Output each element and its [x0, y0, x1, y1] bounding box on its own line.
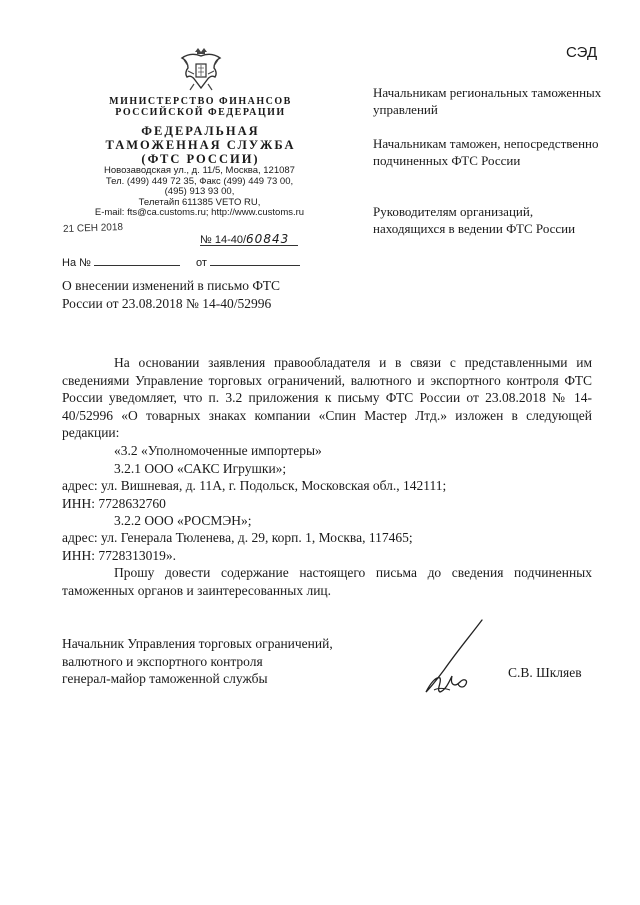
russian-coat-of-arms-emblem-icon: [176, 44, 226, 94]
registration-date-stamp: 21 СЕН 2018: [62, 221, 124, 236]
addressee-organizations: Руководителям организаций, находящихся в ведении ФТС России: [373, 204, 576, 236]
signatory-position: Начальник Управления торговых ограничений, валютного и экспортного контроля генерал-майор таможенной службы: [62, 636, 333, 686]
agency-name: ФЕДЕРАЛЬНАЯ ТАМОЖЕННАЯ СЛУЖБА (ФТС РОССИИ): [105, 124, 296, 166]
item-3-2: «3.2 «Уполномоченные импортеры»: [114, 443, 322, 458]
body-intro: На основании заявления правообладателя и в связи с представленными им сведениями Управление торговых ограничений, валютного и экспортного контроля ФТС России уведомляет, что п. 3.2 приложения к письму ФТС России от 23.08.2018 № 14-40/52996 «О товарных знаках компании «Спин Мастер Лтд.» изложен в следующей редакции:: [62, 355, 592, 440]
item-3-2-2: 3.2.2 ООО «РОСМЭН»;: [114, 513, 252, 528]
agency-contacts: Новозаводская ул., д. 11/5, Москва, 121087 Тел. (499) 449 72 35, Факс (499) 449 73 00, (495) 913 93 00, Телетайп 611385 VETO RU, E-mail: fts@ca.customs.ru; http://www.customs.ru: [94, 165, 305, 218]
registration-number: [200, 232, 289, 246]
reference-number-blank: [94, 255, 180, 266]
reference-number-field: На №: [62, 255, 180, 269]
registration-underline: [200, 245, 298, 246]
body-closing: Прошу довести содержание настоящего письма до сведения подчиненных таможенных органов и заинтересованных лиц.: [62, 565, 592, 598]
registration-prefix: № 14-40/: [200, 234, 247, 246]
letter-subject: О внесении изменений в письмо ФТС России от 23.08.2018 № 14-40/52996: [62, 278, 281, 311]
importer-2-address: адрес: ул. Генерала Тюленева, д. 29, корп. 1, Москва, 117465;: [62, 530, 413, 545]
registration-handwritten-number: 60843: [246, 232, 290, 246]
handwritten-signature: [420, 618, 490, 698]
signatory-name: С.В. Шкляев: [508, 665, 582, 680]
importer-2-inn: ИНН: 7728313019».: [62, 548, 176, 563]
item-3-2-1: 3.2.1 ООО «САКС Игрушки»;: [114, 461, 287, 476]
importer-1-inn: ИНН: 7728632760: [62, 496, 166, 511]
addressee-regional-offices: Начальникам региональных таможенных управлений: [373, 85, 602, 117]
addressee-customs-heads: Начальникам таможен, непосредственно подчиненных ФТС России: [373, 136, 599, 168]
importer-1-address: адрес: ул. Вишневая, д. 11А, г. Подольск, Московская обл., 142111;: [62, 478, 447, 493]
reference-date-field: от: [196, 255, 300, 269]
reference-date-blank: [210, 255, 300, 266]
ministry-name: МИНИСТЕРСТВО ФИНАНСОВ РОССИЙСКОЙ ФЕДЕРАЦИИ: [109, 96, 292, 118]
document-system-tag: СЭД: [566, 44, 598, 61]
